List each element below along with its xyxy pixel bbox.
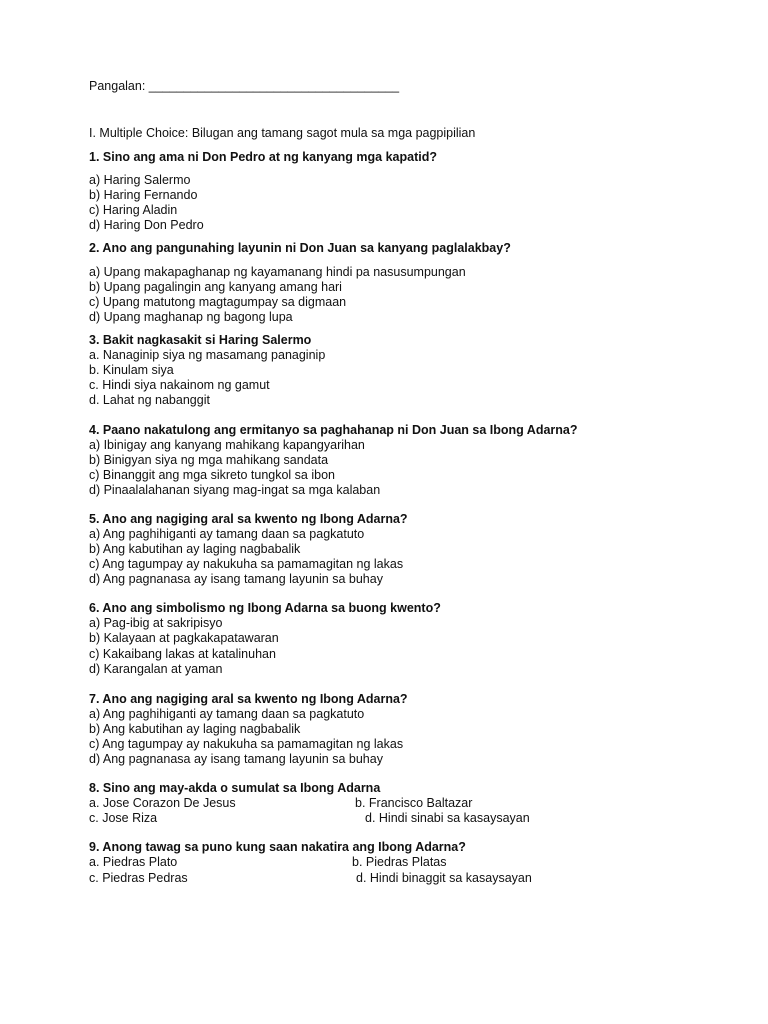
choice-7c: c) Ang tagumpay ay nakukuha sa pamamagitan ng lakas — [89, 737, 404, 751]
choice-4a: a) Ibinigay ang kanyang mahikang kapangyarihan — [89, 438, 365, 452]
choice-4b: b) Binigyan siya ng mga mahikang sandata — [89, 453, 329, 467]
choice-7b: b) Ang kabutihan ay laging nagbabalik — [89, 722, 301, 736]
question-9: 9. Anong tawag sa puno kung saan nakatira ang Ibong Adarna? — [89, 840, 466, 854]
choice-2b: b) Upang pagalingin ang kanyang amang hari — [89, 280, 342, 294]
choice-3d: d. Lahat ng nabanggit — [89, 393, 210, 407]
choice-6b: b) Kalayaan at pagkakapatawaran — [89, 631, 279, 645]
question-7: 7. Ano ang nagiging aral sa kwento ng Ibong Adarna? — [89, 692, 408, 706]
choice-5d: d) Ang pagnanasa ay isang tamang layunin sa buhay — [89, 572, 383, 586]
choice-8a: a. Jose Corazon De Jesus — [89, 796, 236, 810]
question-1: 1. Sino ang ama ni Don Pedro at ng kanyang mga kapatid? — [89, 150, 437, 164]
choice-9b: b. Piedras Platas — [352, 855, 447, 869]
choice-4c: c) Binanggit ang mga sikreto tungkol sa ibon — [89, 468, 335, 482]
choice-8b: b. Francisco Baltazar — [355, 796, 473, 810]
choice-1b: b) Haring Fernando — [89, 188, 198, 202]
choice-3b: b. Kinulam siya — [89, 363, 174, 377]
question-5: 5. Ano ang nagiging aral sa kwento ng Ibong Adarna? — [89, 512, 408, 526]
choice-6a: a) Pag-ibig at sakripisyo — [89, 616, 223, 630]
choice-1c: c) Haring Aladin — [89, 203, 178, 217]
choice-5a: a) Ang paghihiganti ay tamang daan sa pagkatuto — [89, 527, 365, 541]
choice-9a: a. Piedras Plato — [89, 855, 178, 869]
choice-5c: c) Ang tagumpay ay nakukuha sa pamamagitan ng lakas — [89, 557, 404, 571]
choice-3a: a. Nanaginip siya ng masamang panaginip — [89, 348, 326, 362]
choice-2a: a) Upang makapaghanap ng kayamanang hindi pa nasusumpungan — [89, 265, 466, 279]
choice-8c: c. Jose Riza — [89, 811, 158, 825]
choice-2d: d) Upang maghanap ng bagong lupa — [89, 310, 293, 324]
choice-5b: b) Ang kabutihan ay laging nagbabalik — [89, 542, 301, 556]
question-6: 6. Ano ang simbolismo ng Ibong Adarna sa buong kwento? — [89, 601, 441, 615]
choice-7d: d) Ang pagnanasa ay isang tamang layunin sa buhay — [89, 752, 383, 766]
question-4: 4. Paano nakatulong ang ermitanyo sa paghahanap ni Don Juan sa Ibong Adarna? — [89, 423, 578, 437]
choice-2c: c) Upang matutong magtagumpay sa digmaan — [89, 295, 347, 309]
question-8: 8. Sino ang may-akda o sumulat sa Ibong Adarna — [89, 781, 381, 795]
question-2: 2. Ano ang pangunahing layunin ni Don Juan sa kanyang paglalakbay? — [89, 241, 511, 255]
choice-9c: c. Piedras Pedras — [89, 871, 188, 885]
choice-1a: a) Haring Salermo — [89, 173, 191, 187]
choice-8d: d. Hindi sinabi sa kasaysayan — [365, 811, 530, 825]
choice-7a: a) Ang paghihiganti ay tamang daan sa pagkatuto — [89, 707, 365, 721]
instructions: I. Multiple Choice: Bilugan ang tamang sagot mula sa mga pagpipilian — [89, 126, 476, 140]
choice-1d: d) Haring Don Pedro — [89, 218, 204, 232]
question-3: 3. Bakit nagkasakit si Haring Salermo — [89, 333, 312, 347]
choice-6c: c) Kakaibang lakas at katalinuhan — [89, 647, 276, 661]
choice-3c: c. Hindi siya nakainom ng gamut — [89, 378, 270, 392]
name-field-label: Pangalan: ____________________________________ — [89, 79, 400, 93]
choice-6d: d) Karangalan at yaman — [89, 662, 223, 676]
choice-9d: d. Hindi binaggit sa kasaysayan — [356, 871, 532, 885]
choice-4d: d) Pinaalalahanan siyang mag-ingat sa mga kalaban — [89, 483, 381, 497]
